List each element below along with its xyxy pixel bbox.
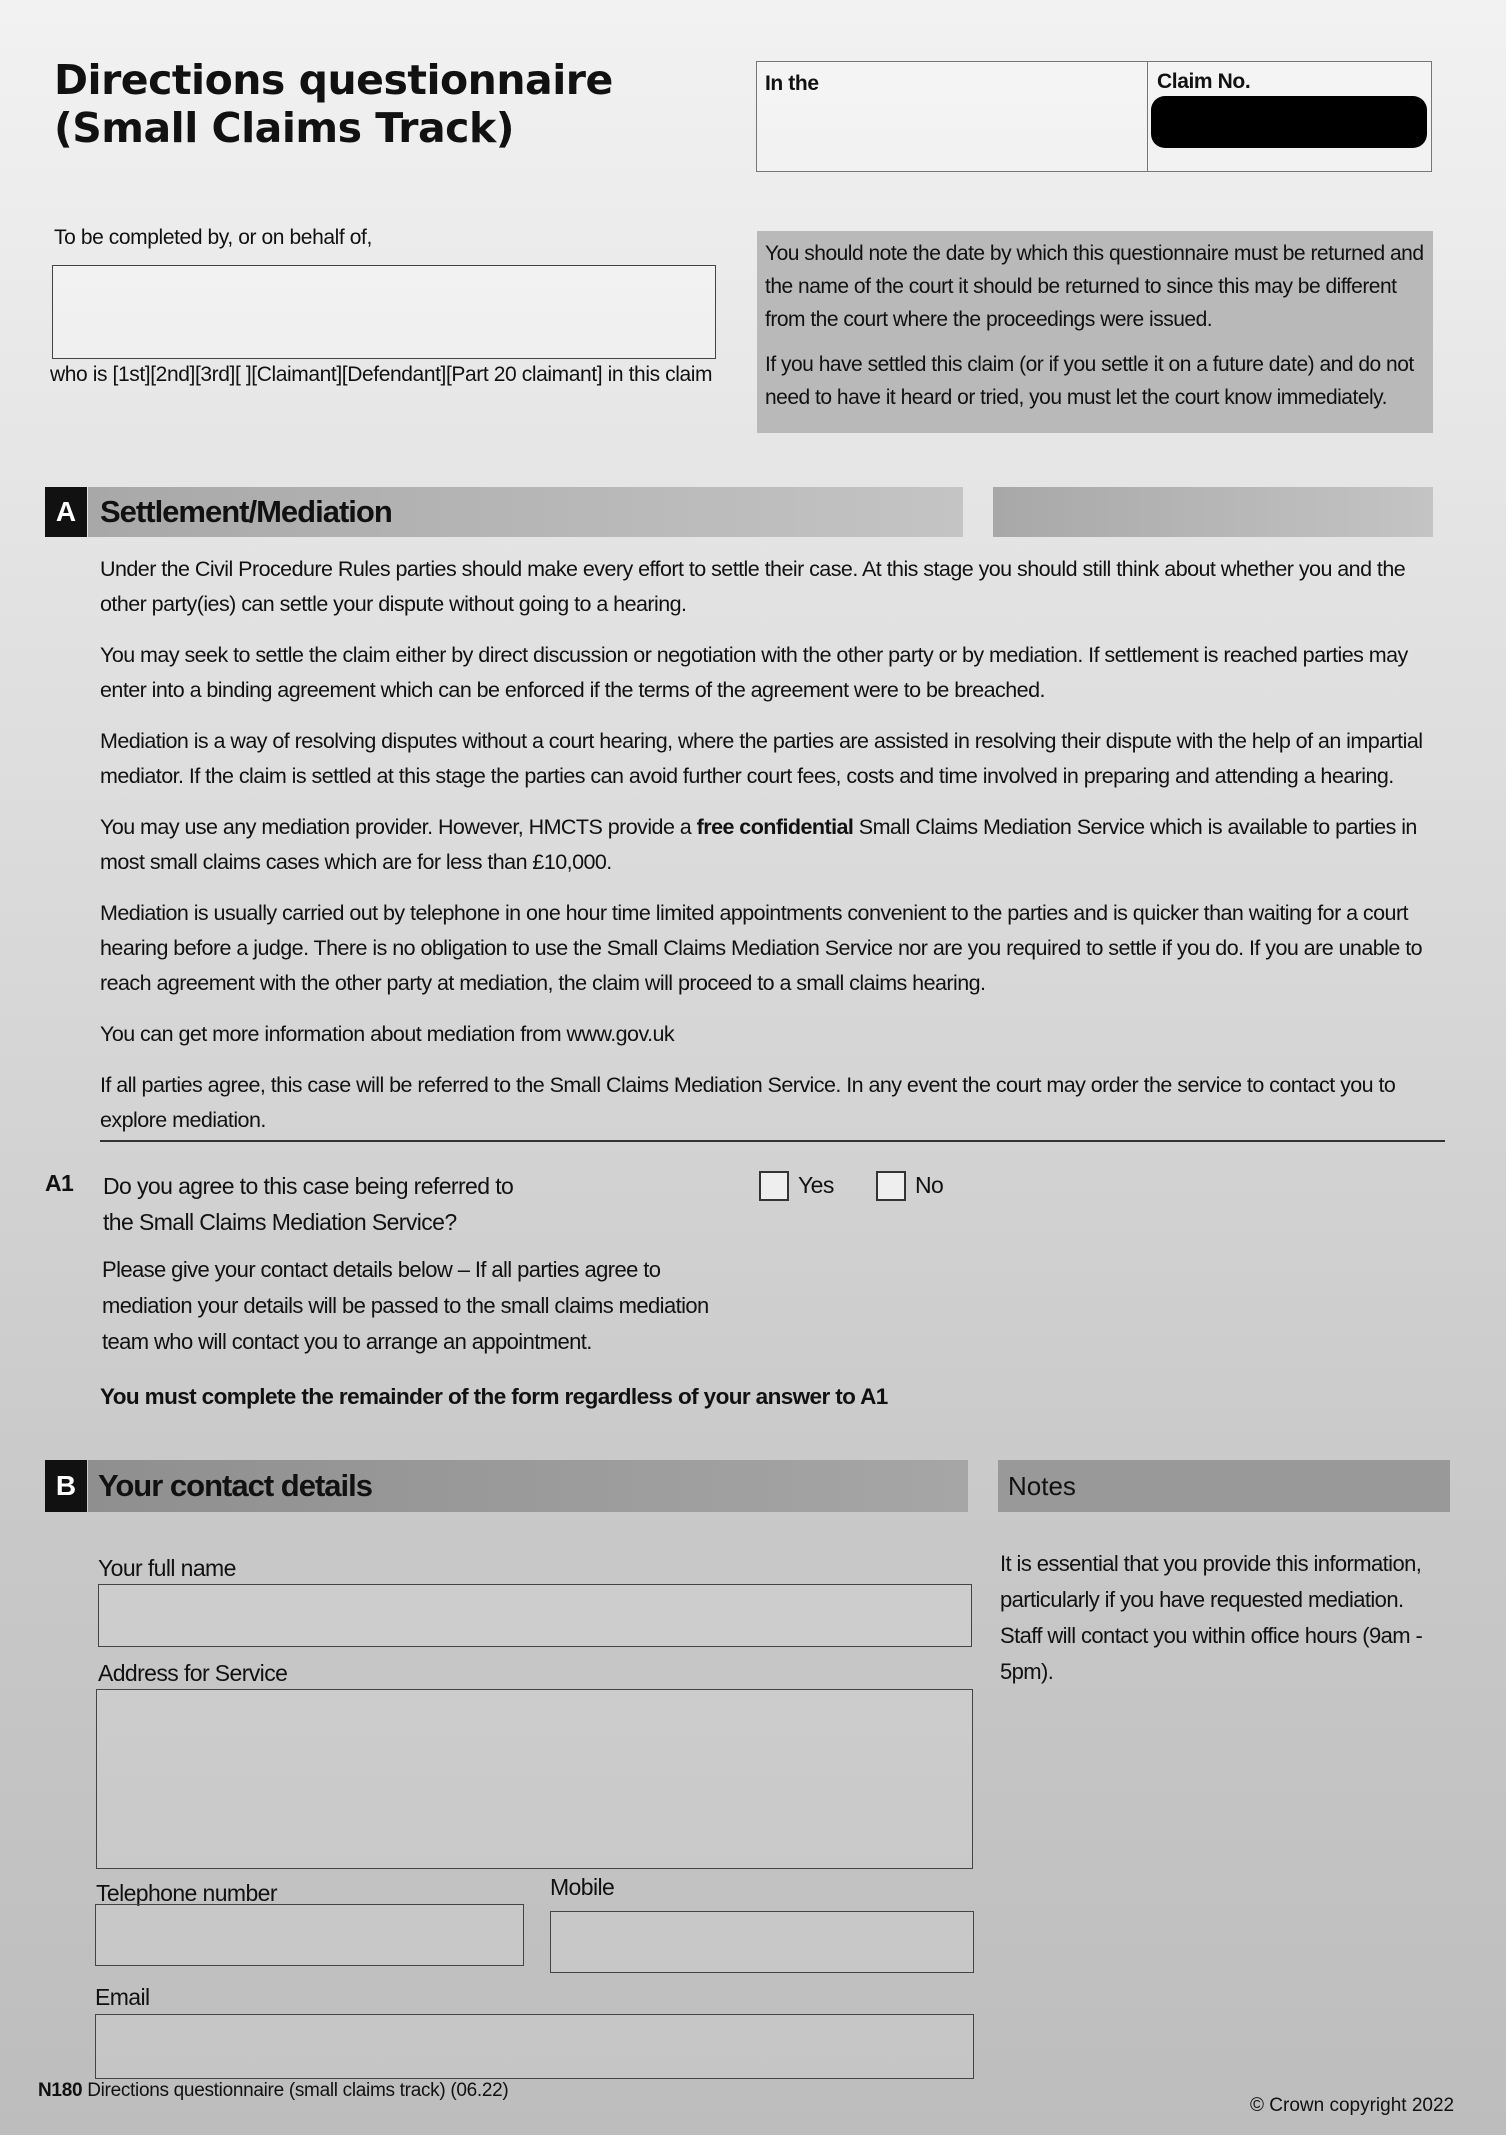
- completed-by-label: To be completed by, or on behalf of,: [54, 226, 372, 249]
- must-complete-text: You must complete the remainder of the form regardless of your answer to A1: [100, 1384, 888, 1409]
- court-claim-box: [756, 61, 1432, 172]
- address-label: Address for Service: [98, 1660, 288, 1686]
- full-name-label: Your full name: [98, 1555, 236, 1581]
- section-b-title: Your contact details: [98, 1468, 372, 1503]
- section-a-title: Settlement/Mediation: [100, 494, 392, 529]
- section-a-body: Under the Civil Procedure Rules parties should make every effort to settle their case. At this stage you should still think about whether you and the other party(ies) can settle your dispute without going to a hearing. You may seek to settle the claim either by direct discussion or negotiation with the other party or by mediation. If settlement is reached parties may enter into a binding agreement which can be enforced if the terms of the agreement were to be breached. Mediation is a way of resolving disputes without a court hearing, where the parties are assisted in resolving their dispute with the help of an impartial mediator. If the claim is settled at this stage the parties can avoid further court fees, costs and time involved in preparing and attending a hearing. You may use any mediation provider. However, HMCTS provide a free confidential Small Claims Mediation Service which is available to parties in most small claims cases which are for less than £10,000. Mediation is usually carried out by telephone in one hour time limited appointments convenient to the parties and is quicker than waiting for a court hearing before a judge. There is no obligation to use the Small Claims Mediation Service nor are you required to settle if you do. If you are unable to reach agreement with the other party at mediation, the claim will proceed to a small claims hearing. You can get more information about mediation from www.gov.uk If all parties agree, this case will be referred to the Small Claims Mediation Service. In any event the court may order the service to contact you to explore mediation.: [100, 552, 1445, 1154]
- email-label: Email: [95, 1984, 150, 2010]
- footer-form-name: N180 Directions questionnaire (small claims track) (06.22): [38, 2080, 509, 2101]
- a1-no-checkbox[interactable]: [876, 1171, 906, 1201]
- telephone-label: Telephone number: [96, 1880, 277, 1906]
- notice-box: You should note the date by which this questionnaire must be returned and the name of the court it should be returned to since this may be different from the court where the proceedings were issued. If you have settled this claim (or if you settle it on a future date) and do not need to have it heard or tried, you must let the court know immediately.: [757, 231, 1433, 433]
- notes-header: [998, 1460, 1450, 1512]
- section-a-letter: A: [45, 487, 87, 537]
- in-the-label: In the: [765, 72, 819, 95]
- section-a-side-bar: [993, 487, 1433, 537]
- divider: [100, 1140, 1445, 1142]
- section-b-header: [88, 1460, 968, 1512]
- address-field[interactable]: [96, 1689, 973, 1869]
- a1-no-label: No: [915, 1172, 944, 1198]
- telephone-field[interactable]: [95, 1904, 524, 1966]
- hmcts-paragraph: You may use any mediation provider. However, HMCTS provide a free confidential Small Claims Mediation Service which is available to parties in most small claims cases which are for less than £10,000.: [100, 815, 1417, 874]
- claim-no-label: Claim No.: [1157, 70, 1251, 93]
- email-field[interactable]: [95, 2014, 974, 2079]
- mobile-field[interactable]: [550, 1911, 974, 1973]
- mobile-label: Mobile: [550, 1874, 615, 1900]
- notes-text: It is essential that you provide this information, particularly if you have requested mediation. Staff will contact you within office hours (9am - 5pm).: [1000, 1551, 1423, 1684]
- notes-title: Notes: [1008, 1471, 1076, 1501]
- claim-no-redacted: [1151, 96, 1427, 148]
- a1-yes-checkbox[interactable]: [759, 1171, 789, 1201]
- full-name-field[interactable]: [98, 1584, 972, 1647]
- a1-question: Do you agree to this case being referred to the Small Claims Mediation Service?: [103, 1173, 514, 1235]
- in-the-field[interactable]: [757, 62, 1148, 171]
- a1-contact-text: Please give your contact details below – If all parties agree to mediation your details will be passed to the small claims mediation team who will contact you to arrange an appointment.: [102, 1257, 709, 1354]
- a1-number: A1: [45, 1170, 74, 1196]
- a1-yes-label: Yes: [798, 1172, 834, 1198]
- section-a-header: [88, 487, 963, 537]
- who-is-text: who is [1st][2nd][3rd][ ][Claimant][Defendant][Part 20 claimant] in this claim: [50, 363, 713, 386]
- page-title: Directions questionnaire (Small Claims Track): [54, 56, 613, 152]
- section-b-letter: B: [45, 1460, 87, 1512]
- footer-copyright: © Crown copyright 2022: [1250, 2095, 1455, 2116]
- completed-by-field[interactable]: [52, 265, 716, 359]
